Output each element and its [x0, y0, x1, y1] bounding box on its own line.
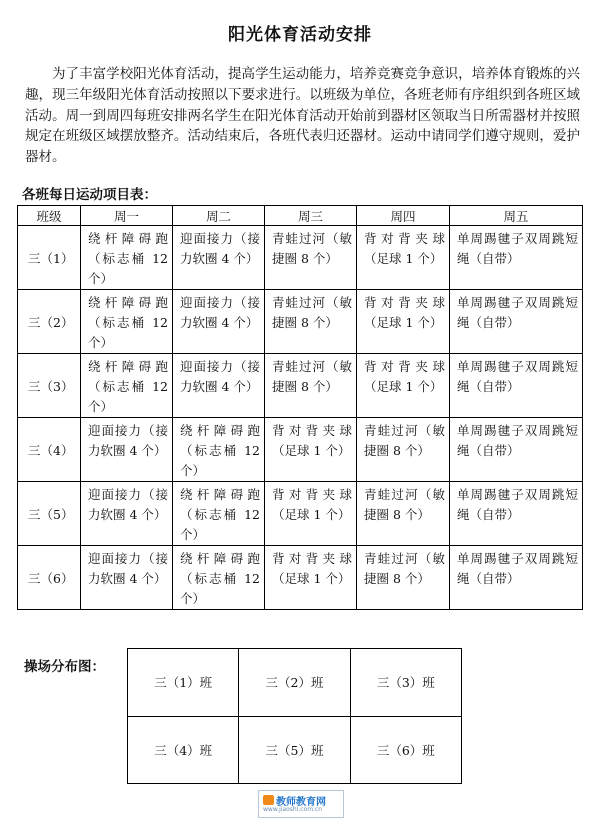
activity-cell: 青蛙过河（敏捷圈 8 个） [357, 418, 450, 482]
activity-cell: 迎面接力（接力软圈 4 个） [81, 546, 173, 610]
field-zone: 三（2）班 [239, 649, 350, 717]
activity-cell: 绕杆障碍跑（标志桶 12 个） [173, 418, 265, 482]
activity-cell: 单周踢毽子双周跳短绳（自带） [450, 482, 583, 546]
class-cell: 三（5） [18, 482, 81, 546]
field-zone: 三（3）班 [350, 649, 461, 717]
table-row [18, 290, 583, 354]
activity-cell: 绕杆障碍跑（标志桶 12 个） [81, 354, 173, 418]
field-zone: 三（5）班 [239, 716, 350, 784]
activity-cell: 青蛙过河（敏捷圈 8 个） [265, 354, 357, 418]
watermark-text: 教师教育网 [276, 797, 326, 808]
activity-cell: 迎面接力（接力软圈 4 个） [173, 354, 265, 418]
header-class: 班级 [18, 206, 81, 226]
header-friday: 周五 [450, 206, 583, 226]
table-row [18, 482, 583, 546]
header-tuesday: 周二 [173, 206, 265, 226]
header-thursday: 周四 [357, 206, 450, 226]
table-row [18, 546, 583, 610]
activity-cell: 背对背夹球（足球 1 个） [265, 546, 357, 610]
header-monday: 周一 [81, 206, 173, 226]
activity-cell: 迎面接力（接力软圈 4 个） [81, 482, 173, 546]
class-cell: 三（1） [18, 226, 81, 290]
activity-cell: 单周踢毽子双周跳短绳（自带） [450, 354, 583, 418]
activity-cell: 绕杆障碍跑（标志桶 12 个） [81, 290, 173, 354]
activity-cell: 青蛙过河（敏捷圈 8 个） [357, 482, 450, 546]
activity-cell: 青蛙过河（敏捷圈 8 个） [357, 546, 450, 610]
schedule-table [17, 205, 583, 610]
field-map-row [128, 649, 462, 717]
header-wednesday: 周三 [265, 206, 357, 226]
activity-cell: 绕杆障碍跑（标志桶 12 个） [173, 546, 265, 610]
watermark-url: www.jiaoshi.com.cn [263, 806, 323, 813]
class-cell: 三（4） [18, 418, 81, 482]
book-icon [263, 795, 274, 805]
table-row [18, 354, 583, 418]
activity-cell: 背对背夹球（足球 1 个） [357, 354, 450, 418]
activity-cell: 单周踢毽子双周跳短绳（自带） [450, 226, 583, 290]
activity-cell: 单周踢毽子双周跳短绳（自带） [450, 290, 583, 354]
class-cell: 三（3） [18, 354, 81, 418]
activity-cell: 青蛙过河（敏捷圈 8 个） [265, 290, 357, 354]
field-zone: 三（1）班 [128, 649, 239, 717]
page-title: 阳光体育活动安排 [228, 25, 372, 45]
field-map-grid [127, 648, 462, 784]
table-row [18, 418, 583, 482]
class-cell: 三（2） [18, 290, 81, 354]
field-zone: 三（6）班 [350, 716, 461, 784]
activity-cell: 绕杆障碍跑（标志桶 12 个） [173, 482, 265, 546]
activity-cell: 迎面接力（接力软圈 4 个） [81, 418, 173, 482]
field-map-heading: 操场分布图： [24, 659, 105, 675]
activity-cell: 青蛙过河（敏捷圈 8 个） [265, 226, 357, 290]
activity-cell: 绕杆障碍跑（标志桶 12 个） [81, 226, 173, 290]
activity-cell: 单周踢毽子双周跳短绳（自带） [450, 418, 583, 482]
field-map-row [128, 716, 462, 784]
activity-cell: 迎面接力（接力软圈 4 个） [173, 290, 265, 354]
table-row [18, 226, 583, 290]
activity-cell: 单周踢毽子双周跳短绳（自带） [450, 546, 583, 610]
activity-cell: 背对背夹球（足球 1 个） [357, 290, 450, 354]
site-watermark-logo [258, 790, 344, 818]
activity-cell: 背对背夹球（足球 1 个） [265, 482, 357, 546]
activity-cell: 迎面接力（接力软圈 4 个） [173, 226, 265, 290]
activity-cell: 背对背夹球（足球 1 个） [357, 226, 450, 290]
schedule-header-row [18, 206, 583, 226]
class-cell: 三（6） [18, 546, 81, 610]
intro-paragraph: 为了丰富学校阳光体育活动，提高学生运动能力，培养竞赛竞争意识，培养体育锻炼的兴趣，现三年级阳光体育活动按照以下要求进行。以班级为单位，各班老师有序组织到各班区域活动。周一到周四每班安排两名学生在阳光体育活动开始前到器材区领取当日所需器材并按照规定在班级区域摆放整齐。活动结束后，各班代表归还器材。运动中请同学们遵守规则，爱护器材。 [25, 66, 580, 166]
schedule-table-heading: 各班每日运动项目表： [22, 187, 157, 203]
activity-cell: 背对背夹球（足球 1 个） [265, 418, 357, 482]
field-zone: 三（4）班 [128, 716, 239, 784]
